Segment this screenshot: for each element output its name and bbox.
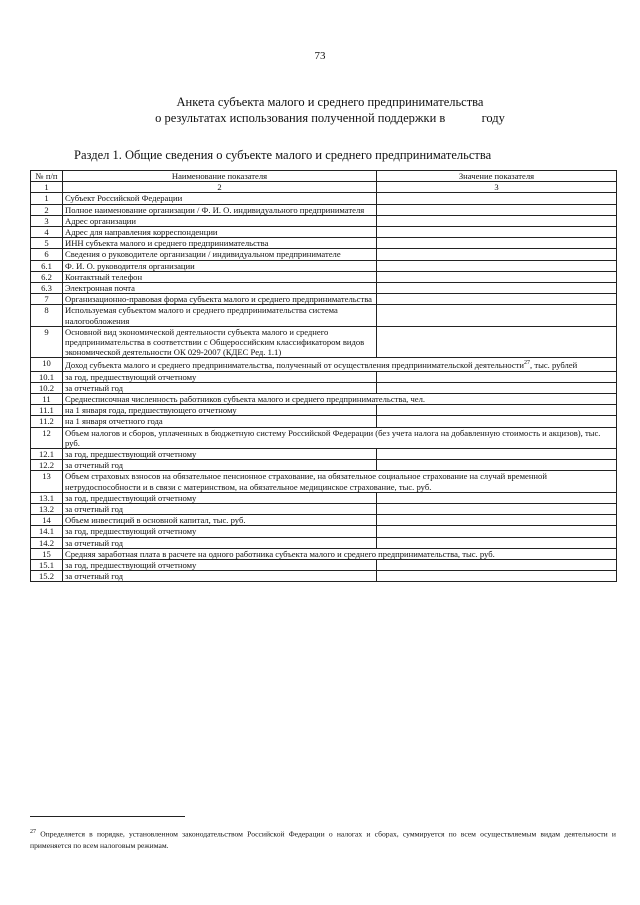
- table-row: [31, 492, 617, 503]
- form-title-line-2-start: о результатах использования полученной поддержки в: [155, 111, 446, 125]
- section-title: Раздел 1. Общие сведения о субъекте малого и среднего предпринимательства: [74, 148, 492, 162]
- row-number: 4: [31, 227, 63, 238]
- row-value-cell[interactable]: [377, 537, 617, 548]
- row-indicator-name: Организационно-правовая форма субъекта малого и среднего предпринимательства: [63, 294, 377, 305]
- row-number: 11: [31, 393, 63, 404]
- row-number: 13.2: [31, 503, 63, 514]
- row-value-cell[interactable]: [377, 559, 617, 570]
- row-number: 6.2: [31, 271, 63, 282]
- row-indicator-name: Объем инвестиций в основной капитал, тыс. руб.: [63, 515, 377, 526]
- table-row: [31, 193, 617, 204]
- table-header-row: [31, 171, 617, 182]
- header-value: Значение показателя: [377, 171, 617, 182]
- row-value-cell[interactable]: [377, 448, 617, 459]
- row-value-cell[interactable]: [377, 204, 617, 215]
- footnote: [30, 827, 616, 851]
- row-value-cell[interactable]: [377, 526, 617, 537]
- row-indicator-name: Объем налогов и сборов, уплаченных в бюджетную систему Российской Федерации (без учета налога на добавленную стоимость и акцизов), тыс. руб.: [63, 427, 617, 448]
- row-number: 11.2: [31, 416, 63, 427]
- row-value-cell[interactable]: [377, 405, 617, 416]
- row-indicator-name: за отчетный год: [63, 382, 377, 393]
- row-number: 15.1: [31, 559, 63, 570]
- column-number: 1: [31, 182, 63, 193]
- row-number: 2: [31, 204, 63, 215]
- row-number: 1: [31, 193, 63, 204]
- row-number: 14.2: [31, 537, 63, 548]
- row-indicator-name: на 1 января года, предшествующего отчетному: [63, 405, 377, 416]
- row-value-cell[interactable]: [377, 271, 617, 282]
- row-number: 15.2: [31, 571, 63, 582]
- page-number: 73: [314, 50, 326, 62]
- row-number: 13: [31, 471, 63, 492]
- row-value-cell[interactable]: [377, 382, 617, 393]
- row-indicator-name: Электронная почта: [63, 283, 377, 294]
- footnote-separator: [30, 816, 185, 817]
- row-number: 10: [31, 358, 63, 371]
- row-indicator-name: на 1 января отчетного года: [63, 416, 377, 427]
- row-indicator-name: Средняя заработная плата в расчете на одного работника субъекта малого и среднего предпринимательства, тыс. руб.: [63, 548, 617, 559]
- row-number: 8: [31, 305, 63, 326]
- column-number: 2: [63, 182, 377, 193]
- general-info-table: [30, 170, 617, 582]
- indicator-text: Доход субъекта малого и среднего предпринимательства, полученный от осуществления предпринимательской деятельности: [65, 360, 525, 371]
- table-row: [31, 204, 617, 215]
- table-row: [31, 382, 617, 393]
- row-indicator-name: за год, предшествующий отчетному: [63, 371, 377, 382]
- row-indicator-name: Субъект Российской Федерации: [63, 193, 377, 204]
- row-number: 13.1: [31, 492, 63, 503]
- row-value-cell[interactable]: [377, 515, 617, 526]
- table-row: [31, 548, 617, 559]
- table-row: [31, 271, 617, 282]
- row-indicator-name: Полное наименование организации / Ф. И. О. индивидуального предпринимателя: [63, 204, 377, 215]
- footnote-ref: 27: [30, 829, 36, 835]
- row-number: 14: [31, 515, 63, 526]
- row-value-cell[interactable]: [377, 503, 617, 514]
- row-value-cell[interactable]: [377, 227, 617, 238]
- table-row: [31, 559, 617, 570]
- table-row: [31, 427, 617, 448]
- form-title-line-1: Анкета субъекта малого и среднего предпринимательства: [176, 95, 484, 109]
- row-number: 9: [31, 326, 63, 358]
- row-number: 6.3: [31, 283, 63, 294]
- table-row: [31, 515, 617, 526]
- row-number: 5: [31, 238, 63, 249]
- column-number: 3: [377, 182, 617, 193]
- table-row: [31, 526, 617, 537]
- header-num: № п/п: [31, 171, 63, 182]
- table-row: [31, 283, 617, 294]
- row-number: 12.1: [31, 448, 63, 459]
- row-number: 6: [31, 249, 63, 260]
- table-row: [31, 537, 617, 548]
- table-row: [31, 238, 617, 249]
- row-number: 14.1: [31, 526, 63, 537]
- row-indicator-name: за год, предшествующий отчетному: [63, 448, 377, 459]
- table-row: [31, 260, 617, 271]
- row-indicator-name: Ф. И. О. руководителя организации: [63, 260, 377, 271]
- table-row: [31, 448, 617, 459]
- row-value-cell[interactable]: [377, 326, 617, 358]
- row-indicator-name: за отчетный год: [63, 460, 377, 471]
- row-indicator-name: за отчетный год: [63, 503, 377, 514]
- table-row: [31, 215, 617, 226]
- row-indicator-name: за отчетный год: [63, 537, 377, 548]
- row-value-cell[interactable]: [377, 238, 617, 249]
- row-value-cell[interactable]: [377, 193, 617, 204]
- row-indicator-name: Адрес для направления корреспонденции: [63, 227, 377, 238]
- row-value-cell[interactable]: [377, 215, 617, 226]
- table-row: [31, 326, 617, 358]
- table-row: [31, 249, 617, 260]
- table-row: [31, 371, 617, 382]
- row-value-cell[interactable]: [377, 371, 617, 382]
- row-number: 7: [31, 294, 63, 305]
- row-indicator-name: ИНН субъекта малого и среднего предпринимательства: [63, 238, 377, 249]
- row-value-cell[interactable]: [377, 492, 617, 503]
- row-indicator-name: Используемая субъектом малого и среднего предпринимательства система налогообложения: [63, 305, 377, 326]
- row-number: 10.2: [31, 382, 63, 393]
- row-number: 15: [31, 548, 63, 559]
- indicator-text: , тыс. рублей: [530, 360, 578, 371]
- row-number: 10.1: [31, 371, 63, 382]
- row-indicator-name: за год, предшествующий отчетному: [63, 526, 377, 537]
- row-number: 3: [31, 215, 63, 226]
- table-row: [31, 460, 617, 471]
- table-row: [31, 503, 617, 514]
- column-numbers-row: [31, 182, 617, 193]
- footnote-text: Определяется в порядке, установленном законодательством Российской Федерации о налогах и сборах, суммируется по всем осуществляемым видам деятельности и применяется по всем налоговым режимам.: [30, 829, 616, 850]
- table-row: [31, 358, 617, 371]
- row-value-cell[interactable]: [377, 249, 617, 260]
- form-title: [100, 94, 560, 126]
- form-title-line-2-end: году: [481, 111, 505, 125]
- row-indicator-name: Адрес организации: [63, 215, 377, 226]
- table-row: [31, 227, 617, 238]
- row-value-cell[interactable]: [377, 460, 617, 471]
- row-number: 6.1: [31, 260, 63, 271]
- row-value-cell[interactable]: [377, 283, 617, 294]
- row-value-cell[interactable]: [377, 416, 617, 427]
- table-row: [31, 571, 617, 582]
- row-indicator-name: за год, предшествующий отчетному: [63, 559, 377, 570]
- header-name: Наименование показателя: [63, 171, 377, 182]
- form-title-line-2: [100, 110, 560, 126]
- table-row: [31, 393, 617, 404]
- table-row: [31, 416, 617, 427]
- row-indicator-name: Контактный телефон: [63, 271, 377, 282]
- row-value-cell[interactable]: [377, 571, 617, 582]
- table-row: [31, 471, 617, 492]
- row-indicator-name: за отчетный год: [63, 571, 377, 582]
- row-value-cell[interactable]: [377, 305, 617, 326]
- row-indicator-name: [63, 358, 617, 371]
- table-row: [31, 294, 617, 305]
- table-row: [31, 405, 617, 416]
- row-indicator-name: Основной вид экономической деятельности субъекта малого и среднего предпринимательства в соответствии с Общероссийским классификатором видов экономической деятельности ОК 029-2007 (КДЕС Ред. 1.1): [63, 326, 377, 358]
- row-number: 11.1: [31, 405, 63, 416]
- row-indicator-name: Объем страховых взносов на обязательное пенсионное страхование, на обязательное социальное страхование на случай временной нетрудоспособности и в связи с материнством, на обязательное медицинское страхование, тыс. руб.: [63, 471, 617, 492]
- row-value-cell[interactable]: [377, 260, 617, 271]
- row-indicator-name: Сведения о руководителе организации / индивидуальном предпринимателе: [63, 249, 377, 260]
- row-number: 12: [31, 427, 63, 448]
- row-value-cell[interactable]: [377, 294, 617, 305]
- row-indicator-name: Среднесписочная численность работников субъекта малого и среднего предпринимательства, чел.: [63, 393, 617, 404]
- footnote-ref: 27: [524, 360, 531, 367]
- table-row: [31, 305, 617, 326]
- row-number: 12.2: [31, 460, 63, 471]
- row-indicator-name: за год, предшествующий отчетному: [63, 492, 377, 503]
